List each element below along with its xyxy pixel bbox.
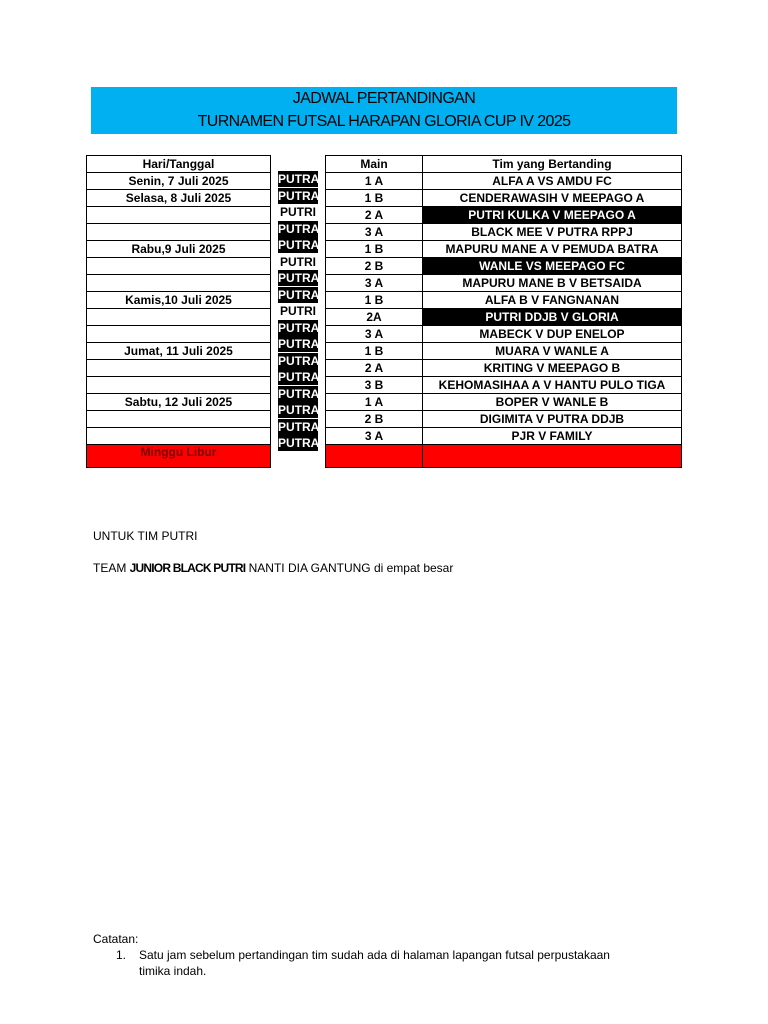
date-row bbox=[87, 241, 271, 258]
date-cell bbox=[87, 326, 271, 343]
title-line-2: TURNAMEN FUTSAL HARAPAN GLORIA CUP IV 2025 bbox=[197, 113, 571, 130]
date-row bbox=[87, 275, 271, 292]
main-cell: 2 B bbox=[326, 411, 423, 428]
match-row bbox=[326, 258, 682, 275]
date-cell bbox=[87, 411, 271, 428]
category-label: PUTRA bbox=[278, 403, 320, 417]
category-label: PUTRI bbox=[280, 304, 316, 318]
date-cell bbox=[87, 309, 271, 326]
category-label: PUTRA bbox=[278, 436, 320, 450]
category-label: PUTRA bbox=[278, 221, 320, 236]
date-cell: Selasa, 8 Juli 2025 bbox=[87, 190, 271, 207]
match-cell: BLACK MEE V PUTRA RPPJ bbox=[423, 224, 682, 241]
note-item-number: 1. bbox=[116, 948, 127, 962]
match-table bbox=[325, 155, 682, 468]
date-row bbox=[87, 360, 271, 377]
match-row bbox=[326, 275, 682, 292]
category-label: PUTRA bbox=[278, 320, 320, 335]
match-row bbox=[326, 360, 682, 377]
match-header-row bbox=[326, 156, 682, 173]
date-row bbox=[87, 377, 271, 394]
match-row bbox=[326, 241, 682, 258]
date-row bbox=[87, 207, 271, 224]
match-row bbox=[326, 173, 682, 190]
date-row bbox=[87, 292, 271, 309]
holiday-label: Minggu Libur bbox=[140, 445, 217, 459]
match-cell: KRITING V MEEPAGO B bbox=[423, 360, 682, 377]
match-cell: MAPURU MANE B V BETSAIDA bbox=[423, 275, 682, 292]
date-row bbox=[87, 326, 271, 343]
date-row bbox=[87, 309, 271, 326]
title-line-1: JADWAL PERTANDINGAN bbox=[292, 90, 476, 107]
match-cell: PUTRI KULKA V MEEPAGO A bbox=[423, 207, 682, 224]
date-cell: Jumat, 11 Juli 2025 bbox=[87, 343, 271, 360]
main-cell: 1 A bbox=[326, 173, 423, 190]
date-row bbox=[87, 173, 271, 190]
empty-red-cell bbox=[326, 445, 423, 468]
match-cell: ALFA B V FANGNANAN bbox=[423, 292, 682, 309]
match-row bbox=[326, 292, 682, 309]
match-cell: PJR V FAMILY bbox=[423, 428, 682, 445]
team-note bbox=[93, 561, 453, 575]
main-cell: 2 A bbox=[326, 360, 423, 377]
match-row bbox=[326, 224, 682, 241]
match-cell: BOPER V WANLE B bbox=[423, 394, 682, 411]
match-cell: MUARA V WANLE A bbox=[423, 343, 682, 360]
catatan-label: Catatan: bbox=[93, 932, 139, 946]
date-row bbox=[87, 428, 271, 445]
main-cell: 2 B bbox=[326, 258, 423, 275]
match-row bbox=[326, 428, 682, 445]
date-header-row bbox=[87, 156, 271, 173]
main-cell: 3 A bbox=[326, 428, 423, 445]
note-item-line-1: Satu jam sebelum pertandingan tim sudah ada di halaman lapangan futsal perpustakaan bbox=[139, 948, 610, 962]
title-banner bbox=[91, 87, 677, 134]
date-cell bbox=[87, 360, 271, 377]
date-row bbox=[87, 411, 271, 428]
teams-column-header: Tim yang Bertanding bbox=[423, 156, 682, 173]
main-cell: 3 A bbox=[326, 326, 423, 343]
note-item-line-2: timika indah. bbox=[139, 964, 207, 978]
date-cell: Kamis,10 Juli 2025 bbox=[87, 292, 271, 309]
category-label: PUTRA bbox=[278, 172, 320, 186]
category-label: PUTRA bbox=[278, 386, 320, 401]
main-cell: 1 B bbox=[326, 190, 423, 207]
main-column-header: Main bbox=[326, 156, 423, 173]
main-cell: 2A bbox=[326, 309, 423, 326]
category-label: PUTRI bbox=[280, 205, 316, 219]
main-cell: 2 A bbox=[326, 207, 423, 224]
category-label: PUTRA bbox=[278, 287, 320, 302]
match-cell: MAPURU MANE A V PEMUDA BATRA bbox=[423, 241, 682, 258]
date-column-header: Hari/Tanggal bbox=[87, 156, 271, 173]
match-row bbox=[326, 394, 682, 411]
date-cell bbox=[87, 207, 271, 224]
date-cell: Sabtu, 12 Juli 2025 bbox=[87, 394, 271, 411]
match-row bbox=[326, 309, 682, 326]
category-label: PUTRA bbox=[278, 188, 320, 203]
main-cell: 1 B bbox=[326, 343, 423, 360]
team-prefix: TEAM bbox=[93, 561, 130, 575]
main-cell: 3 B bbox=[326, 377, 423, 394]
holiday-row bbox=[87, 445, 271, 468]
date-cell bbox=[87, 275, 271, 292]
match-cell: CENDERAWASIH V MEEPAGO A bbox=[423, 190, 682, 207]
match-cell: KEHOMASIHAA A V HANTU PULO TIGA bbox=[423, 377, 682, 394]
putri-heading: UNTUK TIM PUTRI bbox=[93, 529, 198, 543]
category-label: PUTRA bbox=[278, 370, 320, 384]
date-row bbox=[87, 394, 271, 411]
category-label: PUTRI bbox=[280, 254, 316, 269]
main-cell: 1 B bbox=[326, 292, 423, 309]
date-row bbox=[87, 190, 271, 207]
category-label: PUTRA bbox=[278, 238, 320, 252]
date-row bbox=[87, 224, 271, 241]
match-row bbox=[326, 207, 682, 224]
main-cell: 3 A bbox=[326, 275, 423, 292]
match-cell: ALFA A VS AMDU FC bbox=[423, 173, 682, 190]
team-suffix: NANTI DIA GANTUNG di empat besar bbox=[245, 561, 454, 575]
date-row bbox=[87, 258, 271, 275]
match-row bbox=[326, 411, 682, 428]
date-row bbox=[87, 343, 271, 360]
category-label: PUTRA bbox=[278, 337, 320, 351]
date-table bbox=[86, 155, 271, 468]
match-row bbox=[326, 326, 682, 343]
main-cell: 1 A bbox=[326, 394, 423, 411]
match-row bbox=[326, 343, 682, 360]
date-cell: Rabu,9 Juli 2025 bbox=[87, 241, 271, 258]
date-cell bbox=[87, 258, 271, 275]
main-cell: 3 A bbox=[326, 224, 423, 241]
main-cell: 1 B bbox=[326, 241, 423, 258]
match-cell: PUTRI DDJB V GLORIA bbox=[423, 309, 682, 326]
match-cell: DIGIMITA V PUTRA DDJB bbox=[423, 411, 682, 428]
holiday-cell bbox=[87, 445, 271, 468]
date-cell bbox=[87, 224, 271, 241]
category-label: PUTRA bbox=[278, 419, 320, 434]
category-label: PUTRA bbox=[278, 271, 320, 285]
date-cell bbox=[87, 428, 271, 445]
date-cell bbox=[87, 377, 271, 394]
empty-red-cell bbox=[423, 445, 682, 468]
match-row bbox=[326, 190, 682, 207]
date-cell: Senin, 7 Juli 2025 bbox=[87, 173, 271, 190]
category-label: PUTRA bbox=[278, 353, 320, 368]
team-name: JUNIOR BLACK PUTRI bbox=[129, 561, 246, 575]
match-cell: WANLE VS MEEPAGO FC bbox=[423, 258, 682, 275]
match-row bbox=[326, 377, 682, 394]
match-cell: MABECK V DUP ENELOP bbox=[423, 326, 682, 343]
holiday-row bbox=[326, 445, 682, 468]
